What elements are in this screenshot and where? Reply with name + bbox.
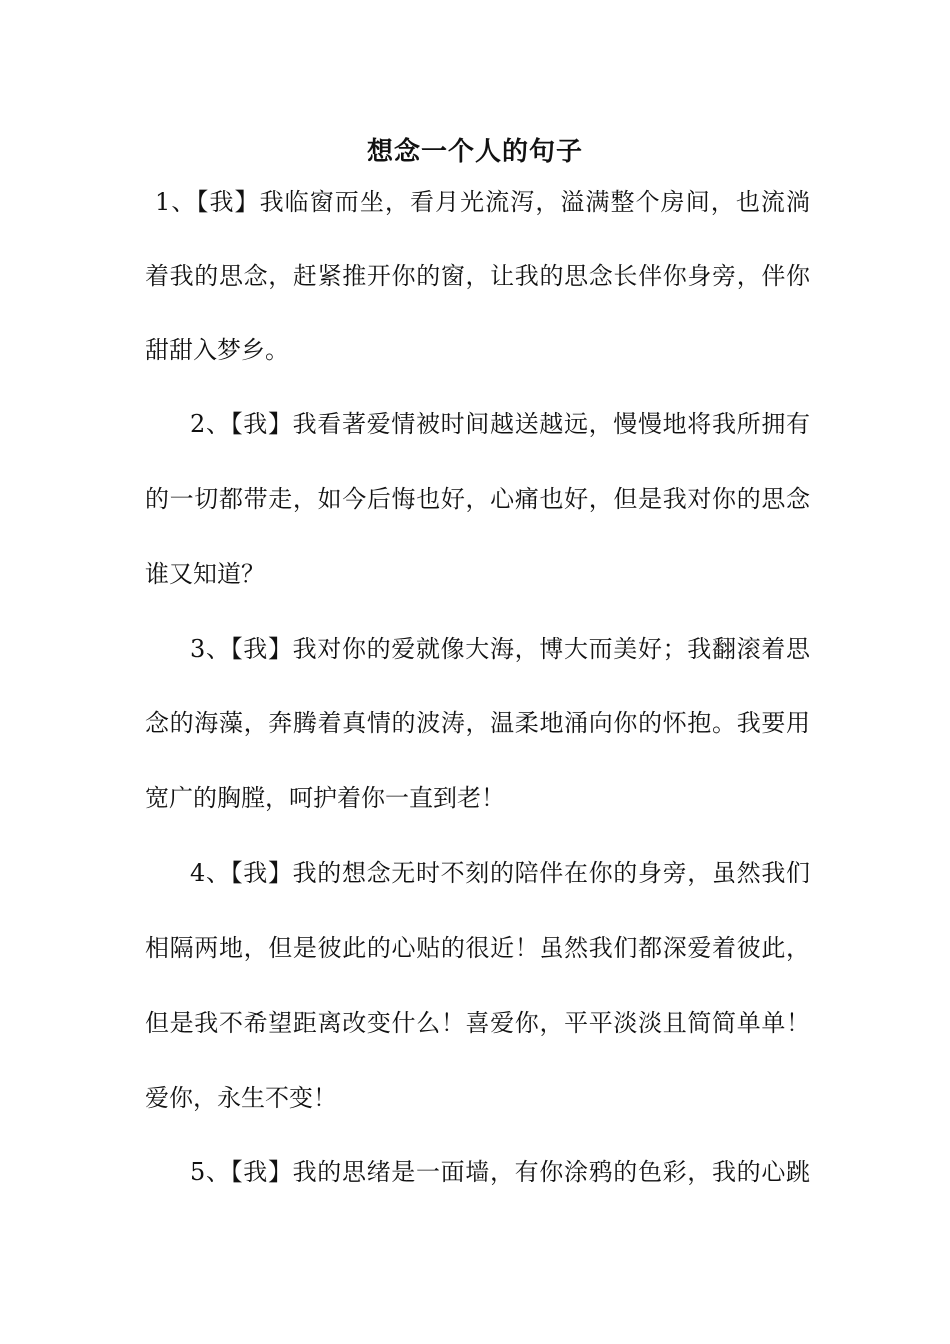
paragraph-3-line-1: 3、【我】我对你的爱就像大海，博大而美好；我翻滚着思 — [190, 635, 810, 663]
paragraph-2-line-1: 2、【我】我看著爱情被时间越送越远，慢慢地将我所拥有 — [190, 410, 810, 438]
paragraph-2-line-3: 谁又知道？ — [145, 560, 265, 588]
paragraph-1-line-3: 甜甜入梦乡。 — [145, 336, 289, 364]
paragraph-4-line-3: 但是我不希望距离改变什么！喜爱你，平平淡淡且简简单单！ — [145, 1009, 810, 1037]
paragraph-3-line-2: 念的海藻，奔腾着真情的波涛，温柔地涌向你的怀抱。我要用 — [145, 709, 810, 737]
paragraph-2-line-2: 的一切都带走，如今后悔也好，心痛也好，但是我对你的思念 — [145, 485, 810, 513]
paragraph-4-line-1: 4、【我】我的想念无时不刻的陪伴在你的身旁，虽然我们 — [190, 859, 810, 887]
paragraph-4-line-2: 相隔两地，但是彼此的心贴的很近！虽然我们都深爱着彼此， — [145, 934, 810, 962]
paragraph-1-line-2: 着我的思念，赶紧推开你的窗，让我的思念长伴你身旁，伴你 — [145, 262, 810, 290]
paragraph-1-line-1: 1、【我】我临窗而坐，看月光流泻，溢满整个房间，也流淌 — [155, 188, 810, 216]
paragraph-3-line-3: 宽广的胸膛，呵护着你一直到老！ — [145, 784, 505, 812]
paragraph-4-line-4: 爱你，永生不变！ — [145, 1084, 337, 1112]
document-title: 想念一个人的句子 — [366, 137, 583, 167]
paragraph-5-line-1: 5、【我】我的思绪是一面墙，有你涂鸦的色彩，我的心跳 — [190, 1158, 810, 1186]
